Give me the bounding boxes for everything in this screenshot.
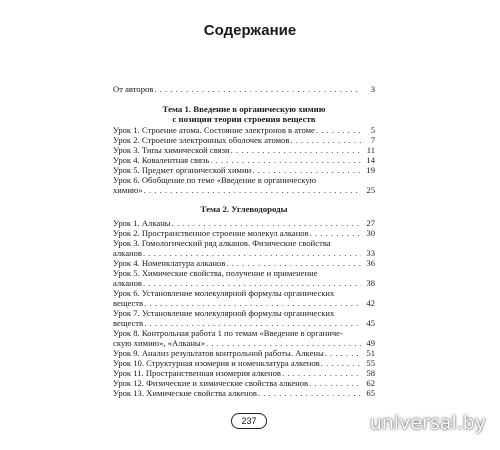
dot-leader	[144, 298, 361, 308]
toc-entry-t1-lesson6-line1: Урок 6. Обобщение по теме «Введение в органическую	[113, 175, 317, 185]
toc-entry-t2-lesson10: Урок 10. Структурная изомерия и номенклатура алкенов . . . 55	[113, 358, 375, 368]
toc-entry-t2-lesson13: Урок 13. Химические свойства алкенов . . . 65	[113, 388, 375, 398]
toc-entry-t1-lesson3: Урок 3. Типы химической связи . . . 11	[113, 145, 375, 155]
dot-leader	[143, 278, 361, 288]
toc-entry-t2-lesson1: Урок 1. Алканы . . . 27	[113, 218, 375, 228]
toc-entry-t2-lesson2: Урок 2. Пространственное строение молекул алканов . . . 30	[113, 228, 375, 238]
toc-entry-t1-lesson1: Урок 1. Строение атома. Состояние электронов в атоме . . . 5	[113, 125, 375, 135]
toc-entry-t2-lesson8: скую химию», «Алканы» . . . 49	[113, 338, 375, 348]
toc-entry-t1-lesson2: Урок 2. Строение электронных оболочек атомов . . . 7	[113, 135, 375, 145]
topic2-heading: Тема 2. Углеводороды	[200, 204, 288, 214]
dot-leader	[321, 358, 361, 368]
toc-entry-t2-lesson11: Урок 11. Пространственная изомерия алкенов . . . 58	[113, 368, 375, 378]
toc-entry-t2-lesson5-line1: Урок 5. Химические свойства, получение и применение	[113, 268, 318, 278]
toc-entry-text: От авторов	[113, 84, 154, 94]
dot-leader	[144, 318, 361, 328]
dot-leader	[325, 348, 361, 358]
page-number: 237	[231, 413, 267, 429]
toc-entry-t2-lesson7: веществ . . . 45	[113, 318, 375, 328]
dot-leader	[210, 155, 361, 165]
page-title: Содержание	[203, 22, 297, 39]
dot-leader	[310, 228, 361, 238]
dot-leader	[226, 258, 361, 268]
dot-leader	[231, 145, 361, 155]
toc-entry-t2-lesson6-line1: Урок 6. Установление молекулярной формулы органических	[113, 288, 335, 298]
toc-entry-t2-lesson12: Урок 12. Физические и химические свойства алкенов . . . 62	[113, 378, 375, 388]
toc-entry-t2-lesson9: Урок 9. Анализ результатов контрольной работы. Алкены . . . 51	[113, 348, 375, 358]
toc-entry-t2-lesson6: веществ . . . 42	[113, 298, 375, 308]
dot-leader	[252, 165, 361, 175]
toc-entry-authors	[113, 84, 375, 94]
toc-entry-t1-lesson4: Урок 4. Ковалентная связь . . . 14	[113, 155, 375, 165]
topic1-heading-line2: с позиции теории строения веществ	[172, 114, 316, 124]
toc-entry-t2-lesson3: алканов . . . 33	[113, 248, 375, 258]
toc-entry-t2-lesson8-line1: Урок 8. Контрольная работа 1 по темам «Введение в органиче-	[113, 328, 343, 338]
dot-leader	[316, 125, 361, 135]
watermark: universal.by	[369, 412, 486, 434]
dot-leader	[172, 218, 361, 228]
dot-leader	[258, 388, 361, 398]
toc-entry-page: 3	[370, 84, 375, 94]
dot-leader	[309, 378, 361, 388]
toc-entry-t1-lesson6: химию» . . . 25	[113, 185, 375, 195]
dot-leader	[143, 248, 361, 258]
dot-leader	[144, 185, 361, 195]
dot-leader	[154, 84, 361, 94]
topic1-heading-line1: Тема 1. Введение в органическую химию	[162, 104, 326, 114]
toc-entry-t2-lesson5: алканов . . . 38	[113, 278, 375, 288]
dot-leader	[282, 368, 361, 378]
dot-leader	[290, 135, 361, 145]
toc-entry-t2-lesson3-line1: Урок 3. Гомологический ряд алканов. Физические свойства	[113, 238, 331, 248]
toc-entry-t2-lesson7-line1: Урок 7. Установление молекулярной формулы органических	[113, 308, 335, 318]
toc-entry-t2-lesson4: Урок 4. Номенклатура алканов . . . 36	[113, 258, 375, 268]
toc-entry-t1-lesson5: Урок 5. Предмет органической химии . . . 19	[113, 165, 375, 175]
dot-leader	[206, 338, 361, 348]
